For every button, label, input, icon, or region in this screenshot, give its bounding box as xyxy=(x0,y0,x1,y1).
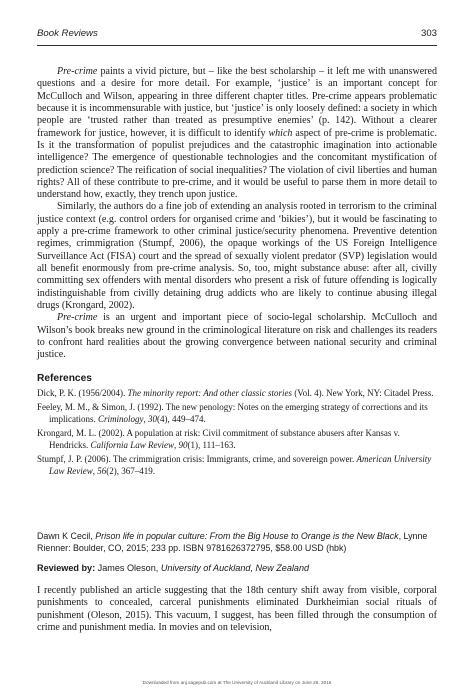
section-title: Book Reviews xyxy=(37,28,98,39)
paragraph-conclusion: Pre-crime is an urgent and important piece of socio-legal scholarship. McCulloch and Wilson’s book breaks new ground in the criminological literature on risk and challenges its readers to confront hard realities about the growing convergence between national security and criminal justice. xyxy=(37,312,437,361)
new-review-first-paragraph: I recently published an article suggesting that the 18th century shift away from visible, corporal punishments to concealed, carceral punishments eliminated Durkheimian social rituals of punishment (Oleson, 2015). This vacuum, I suggest, has been filled through the consumption of crime and punishment media. In movies and on television, xyxy=(37,585,437,633)
page-number: 303 xyxy=(420,28,437,39)
new-review-body xyxy=(37,585,437,634)
download-footer: Downloaded from anj.sagepub.com at The University of Auckland Library on June 26, 2016 xyxy=(142,680,332,685)
book-citation: Dawn K Cecil, Prison life in popular culture: From the Big House to Orange is the New Black, Lynne Rienner: Boulder, CO, 2015; 233 pp. ISBN 9781626372795, $58.00 USD (hbk) xyxy=(37,531,428,553)
header-rule xyxy=(37,45,437,46)
reviewer-line xyxy=(37,563,437,573)
reviewer-affiliation: University of Auckland, New Zealand xyxy=(160,563,310,573)
reference-item: Dick, P. K. (1956/2004). The minority report: And other classic stories (Vol. 4). New York, NY: Citadel Press. xyxy=(37,388,434,398)
reference-item: Stumpf, J. P. (2006). The crimmigration crisis: Immigrants, crime, and sovereign power. American University Law Review, 56(2), 367–419. xyxy=(37,454,432,476)
references-list xyxy=(37,388,437,480)
reviewer-name: James Oleson, xyxy=(97,563,161,573)
reference-item: Krongard, M. L. (2002). A population at risk: Civil commitment of substance abusers after Kansas v. Hendricks. California Law Review, 90(1), 111–163. xyxy=(37,428,400,450)
review-continuation xyxy=(37,66,437,362)
paragraph-framework: Similarly, the authors do a fine job of extending an analysis rooted in terrorism to the criminal justice context (e.g. control orders for organised crime and ‘bikies’), but it would be fascinating to apply a pre-crime framework to other criminal justice/security phenomena. Preventive detention regimes, crimmigration (Stumpf, 2006), the opaque workings of the US Foreign Intelligence Surveillance Act (FISA) court and the spread of sexually violent predator (SVP) legislation would all benefit enormously from pre-crime analysis. So, too, might substance abuse: after all, civilly committing sex offenders with mental disorders who present a risk of future offending is logically indistinguishable from civilly detaining drug addicts who are likely to continue abusing illegal drugs (Krongard, 2002). xyxy=(37,201,437,311)
reviewed-by-label: Reviewed by: xyxy=(37,563,96,573)
running-head xyxy=(37,28,437,39)
paragraph-justice: Pre-crime paints a vivid picture, but – like the best scholarship – it left me with unanswered questions and a desire for more detail. For example, ‘justice’ is an important concept for McCulloch and Wilson, appearing in three different chapter titles. Pre-crime appears problematic because it is incommensurable with justice, but ‘justice’ is only loosely defined: a society in which people are ‘trusted rather than treated as presumptive enemies’ (p. 142). Without a clearer framework for justice, however, it is difficult to identify which aspect of pre-crime is problematic. Is it the transformation of populist prejudices and the catastrophic imagination into actionable intelligence? The emergence of questionable technologies and the concomitant mystification of prediction science? The reification of social inequalities? The violation of civil liberties and human rights? All of these contribute to pre-crime, and it would be useful to parse them in more detail to understand how, exactly, they trench upon justice. xyxy=(37,66,437,201)
reference-item: Feeley, M. M., & Simon, J. (1992). The new penology: Notes on the emerging strategy of corrections and its implications. Criminology, 30(4), 449–474. xyxy=(37,402,428,424)
references-heading: References xyxy=(37,373,92,384)
